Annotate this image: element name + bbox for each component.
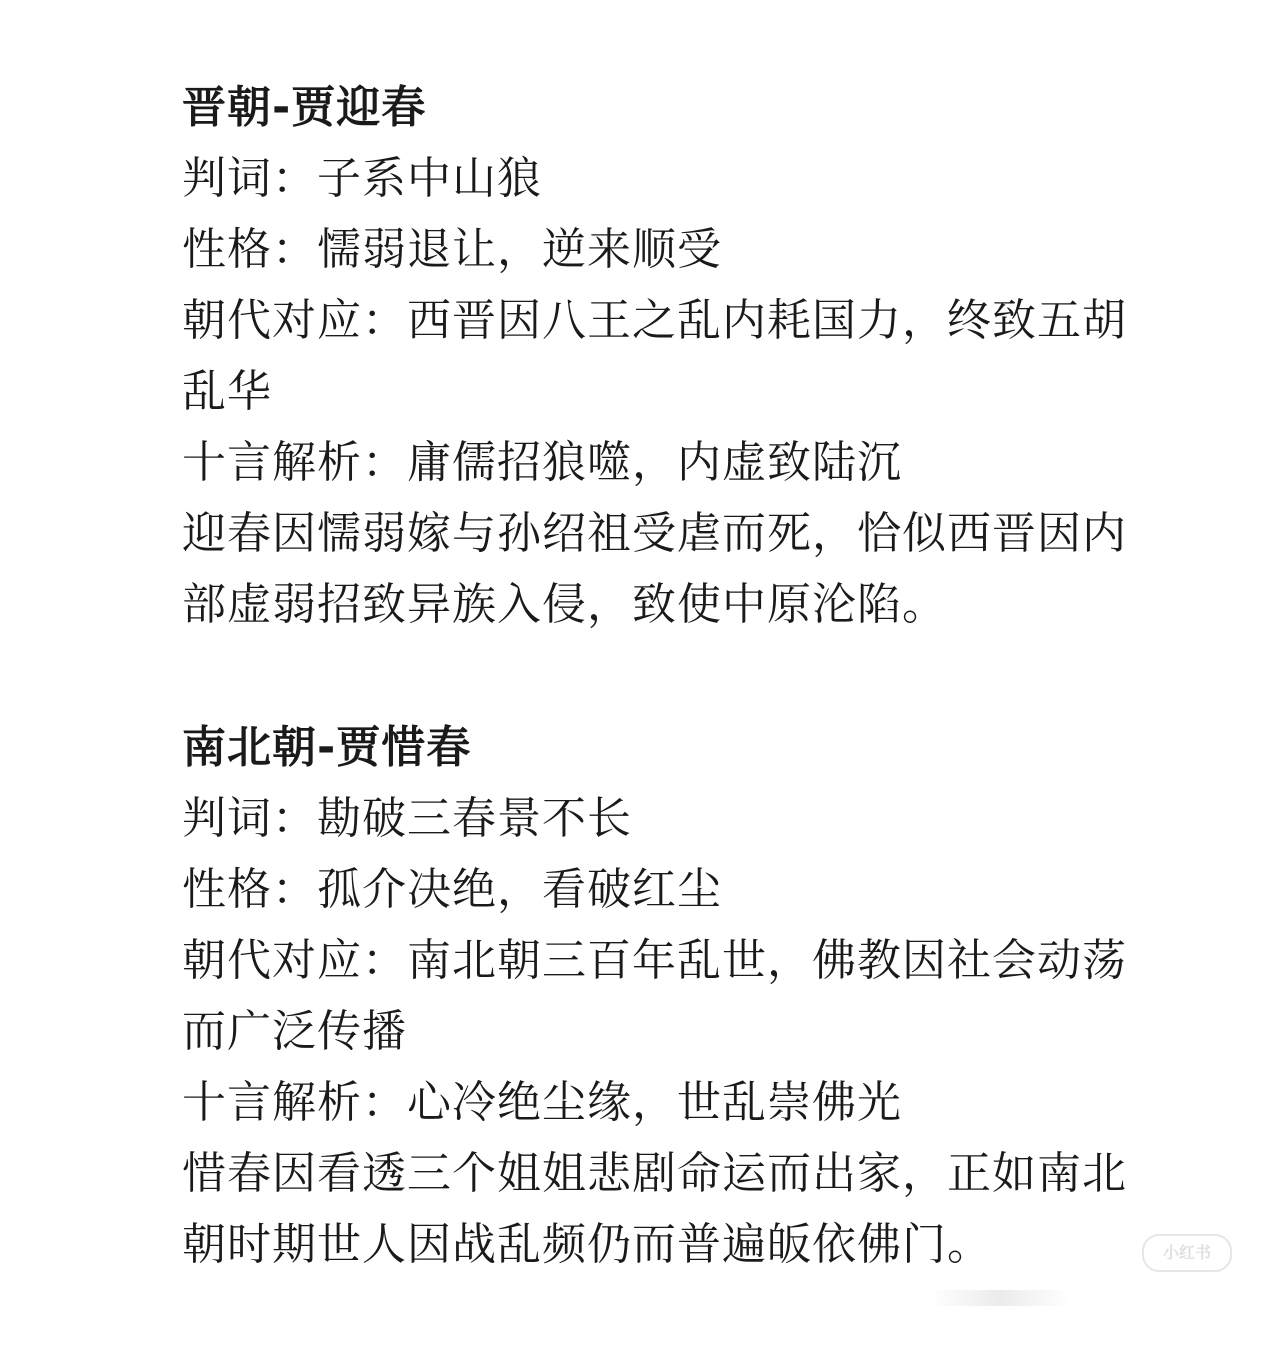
section-yingchun (182, 72, 1222, 640)
dynasty-line-continued: 乱华 (182, 366, 272, 417)
verdict-line: 判词：子系中山狼 (182, 153, 542, 204)
explanation-line: 惜春因看透三个姐姐悲剧命运而出家，正如南北 (182, 1148, 1127, 1199)
analysis-line: 十言解析：庸儒招狼噬，内虚致陆沉 (182, 437, 902, 488)
verdict-line: 判词：勘破三春景不长 (182, 793, 632, 844)
section-title: 南北朝-贾惜春 (182, 722, 472, 773)
dynasty-line: 朝代对应：南北朝三百年乱世，佛教因社会动荡 (182, 935, 1127, 986)
section-xichun (182, 712, 1222, 1280)
dynasty-line: 朝代对应：西晋因八王之乱内耗国力，终致五胡 (182, 295, 1127, 346)
explanation-line-continued: 部虚弱招致异族入侵，致使中原沦陷。 (182, 579, 947, 630)
explanation-line-continued: 朝时期世人因战乱频仍而普遍皈依佛门。 (182, 1219, 992, 1270)
article-content (182, 72, 1222, 1280)
section-title: 晋朝-贾迎春 (182, 82, 427, 133)
personality-line: 性格：孤介决绝，看破红尘 (182, 864, 722, 915)
watermark-username-blur (930, 1290, 1070, 1306)
explanation-line: 迎春因懦弱嫁与孙绍祖受虐而死，恰似西晋因内 (182, 508, 1127, 559)
dynasty-line-continued: 而广泛传播 (182, 1006, 407, 1057)
xiaohongshu-watermark-logo: 小红书 (1142, 1234, 1232, 1272)
analysis-line: 十言解析：心冷绝尘缘，世乱崇佛光 (182, 1077, 902, 1128)
personality-line: 性格：懦弱退让，逆来顺受 (182, 224, 722, 275)
